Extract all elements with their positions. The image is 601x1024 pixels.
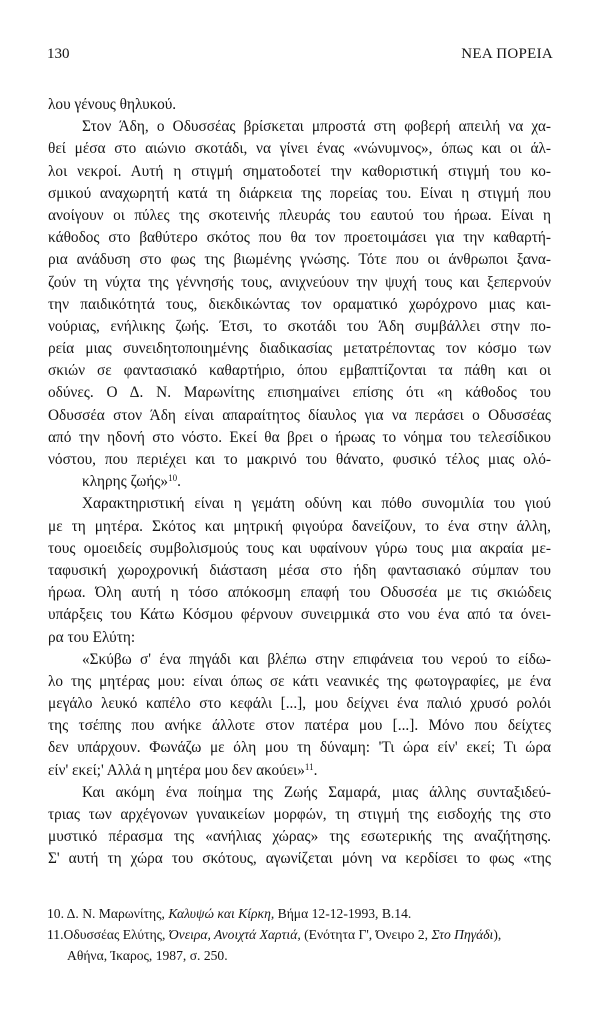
text-line: Σ' αυτή τη χώρα του σκότους, αγωνίζεται μόνη να κερδίσει το φως «της: [48, 850, 551, 868]
text-line: ζούν τη νύχτα της γέννησής τους, ανιχνεύουν την ψυχή τους και ξεπερνούν: [48, 273, 551, 291]
footnote-author: Οδυσσέας Ελύτης,: [63, 927, 166, 942]
body-text: [48, 94, 551, 871]
text-line: υπάρξεις του Κάτω Κόσμου φέρνουν συνειρμικά στο νου ένα από τα όνει-: [48, 606, 551, 624]
text-line: νούριας, ενήλικης ζωής. Έτσι, το σκοτάδι του Άδη συμβάλλει στην πο-: [48, 317, 551, 335]
text-line: Και ακόμη ένα ποίημα της Ζωής Σαμαρά, μιας άλλης συνταξιδεύ-: [82, 783, 551, 801]
text-line: οδύνες. Ο Δ. Ν. Μαρωνίτης επισημαίνει επίσης ότι «η κάθοδος του: [48, 384, 551, 402]
page-number: 130: [47, 46, 70, 62]
footnote-rest-b: ),: [493, 927, 502, 942]
text-line: Στον Άδη, ο Οδυσσέας βρίσκεται μπροστά στη φοβερή απειλή να χα-: [82, 118, 551, 136]
quote-line: μεγάλο λευκό καπέλο στο κεφάλι [...], μου δείχνει ένα παλιό χρυσό ρολόι: [48, 695, 551, 713]
text-line: ταφυσική χωροχρονική διάσταση μέσα στο ήδη φαντασιακό σύμπαν του: [48, 561, 551, 579]
text-line: θεί μέσα στο αιώνιο σκοτάδι, να γίνει ένας «νώνυμνος», όπως και οι άλ-: [48, 140, 551, 158]
text-line: ρια ανάδυση στο φως της βιωμένης γνώσης. Τότε που οι άνθρωποι ξανα-: [48, 251, 551, 269]
footnote-title-b: Στο Πηγάδι: [431, 927, 494, 942]
text-line: σμικού αναχωρητή κατά τη διάρκεια της πορείας του. Είναι η στιγμή που: [48, 184, 551, 202]
text-line: ήρωα. Όλη αυτή η τόσο απόκοσμη επαφή του Οδυσσέα με τις σκιώδεις: [48, 584, 551, 602]
text-line: ανοίγουν οι πύλες της σκοτεινής πλευράς του εαυτού του ήρωα. Είναι η: [48, 206, 551, 224]
quote-line: δεν υπάρχουν. Φωνάζω με όλη μου τη δύναμη: 'Τι ώρα είν' εκεί; Τι ώρα: [48, 739, 551, 757]
quote-line: λο της μητέρας μου: είναι όπως σε κάτι νεανικές της φωτογραφίες, με ένα: [48, 672, 551, 690]
running-title: ΝΕΑ ΠΟΡΕΙΑ: [461, 46, 553, 62]
text-line: κληρης ζωής»$^{10}$.: [82, 473, 181, 491]
footnote-ref: 11: [304, 761, 314, 772]
footnote-11: [47, 924, 557, 945]
text-line: Χαρακτηριστική είναι η γεμάτη οδύνη και πόθο συνομιλία του γιού: [82, 495, 551, 513]
text-line: κάθοδος στο βαθύτερο σκότος που θα τον προετοιμάσει για την καθαρτή-: [48, 229, 551, 247]
footnote-line: Αθήνα, Ίκαρος, 1987, σ. 250.: [67, 948, 228, 963]
text-line: με τη μητέρα. Σκότος και μητρική φιγούρα δανείζουν, το ένα στην άλλη,: [48, 517, 551, 535]
quote-line: της τσέπης που ανήκε άλλοτε στον πατέρα μου [...]. Μόνο που δείχτες: [48, 717, 551, 735]
text-line: λοι νεκροί. Αυτή η στιγμή σηματοδοτεί την καθοριστική στιγμή του κο-: [48, 162, 551, 180]
text-line: Οδυσσέα στον Άδη είναι απαραίτητος δίαυλος για να περάσει ο Οδυσσέας: [48, 406, 551, 424]
footnote-10: [47, 903, 557, 924]
footnote-title: Καλυψώ και Κίρκη,: [168, 906, 275, 921]
footnote-title: Όνειρα, Ανοιχτά Χαρτιά,: [168, 927, 301, 942]
footnote-11-line2: [47, 945, 557, 966]
text-line: την παιδικότητά τους, διεκδικώντας τον οραματικό χωρόχρονο μιας και-: [48, 295, 551, 313]
text-line: από την ηδονή στο νόστο. Εκεί θα βρει ο ήρωας το νόημα του τελεσίδικου: [48, 428, 551, 446]
text-line-content: κληρης ζωής»: [82, 473, 169, 491]
text-line: τους ομοειδείς συμβολισμούς τους και υφαίνουν γύρω τους μια ακραία με-: [48, 539, 551, 557]
text-line: νόστου, που περιέχει και το μακρινό του θάνατο, φυσικό τέλος μιας ολό-: [48, 451, 551, 468]
text-line: σκιών σε φαντασιακό καθαρτήριο, όπου εμβαπτίζονται τα πάθη και οι: [48, 362, 551, 380]
footnote-rest: (Ενότητα Γ', Όνειρο 2,: [304, 927, 429, 942]
text-line: ρεία μιας συνειδητοποιημένης διαδικασίας μετατρέποντας τον κόσμο των: [48, 340, 551, 358]
text-line-content: είν' εκεί;' Αλλά η μητέρα μου δεν ακούει»: [48, 761, 305, 779]
text-line: λου γένους θηλυκού.: [48, 96, 177, 113]
footnote-number: 11.: [47, 927, 64, 942]
text-line: ρα του Ελύτη:: [48, 628, 136, 646]
footnote-ref: 10: [168, 473, 178, 484]
page-header: [47, 46, 553, 70]
text-line: μυστικό πέρασμα της «ανήλιας χώρας» της εσωτερικής της αναζήτησης.: [48, 828, 551, 846]
text-line: τριας των αρχέγονων γυναικείων μορφών, τη στιγμή της εισδοχής της στο: [48, 806, 551, 823]
footnote-number: 10.: [47, 906, 64, 921]
footnotes: [47, 903, 557, 966]
quote-line: είν' εκεί;' Αλλά η μητέρα μου δεν ακούει»$^{11}$.: [48, 761, 318, 779]
footnote-author: Δ. Ν. Μαρωνίτης,: [66, 906, 165, 921]
footnote-rest: Βήμα 12-12-1993, Β.14.: [277, 906, 412, 921]
quote-line: «Σκύβω σ' ένα πηγάδι και βλέπω στην επιφάνεια του νερού το είδω-: [82, 650, 551, 668]
